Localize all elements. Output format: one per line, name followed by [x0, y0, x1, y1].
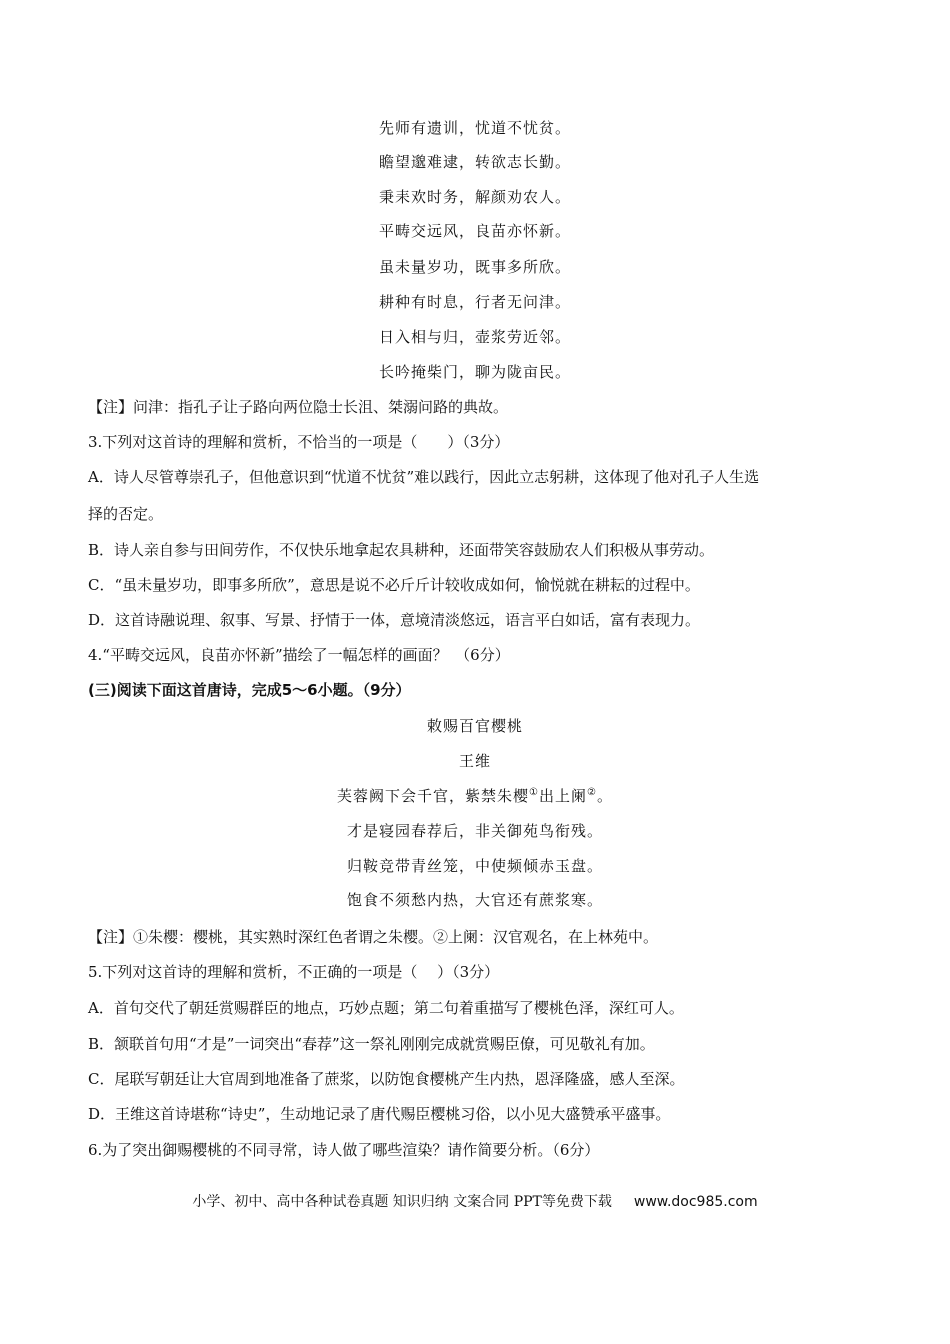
poem1-line-4: 平畴交远风，良苗亦怀新。 — [378, 222, 571, 240]
poem1-note: 【注】问津：指孔子让子路向两位隐士长沮、桀溺问路的典故。 — [88, 398, 509, 416]
footnote-marker-1: ① — [529, 787, 539, 798]
question-3-option-a-cont: 择的否定。 — [88, 505, 164, 523]
poem2-line-1-part-c: 。 — [596, 787, 613, 805]
poem2-line-3: 归鞍竞带青丝笼，中使频倾赤玉盘。 — [346, 857, 603, 875]
poem1-line-6: 耕种有时息，行者无问津。 — [378, 293, 571, 311]
poem2-title: 敕赐百官樱桃 — [426, 717, 523, 735]
question-5-option-d: D．王维这首诗堪称“诗史”，生动地记录了唐代赐臣樱桃习俗，以小见大盛赞承平盛事。 — [88, 1105, 671, 1123]
poem2-author: 王维 — [458, 752, 491, 770]
poem1-line-7: 日入相与归，壶浆劳近邻。 — [378, 328, 571, 346]
question-4-stem: 4.“平畴交远风，良苗亦怀新”描绘了一幅怎样的画面？ （6分） — [88, 646, 510, 664]
question-3-option-c: C．“虽未量岁功，即事多所欣”，意思是说不必斤斤计较收成如何，愉悦就在耕耘的过程中。 — [88, 576, 700, 594]
question-5-option-b: B．颔联首句用“才是”一词突出“春荐”这一祭礼刚刚完成就赏赐臣僚，可见敬礼有加。 — [88, 1035, 655, 1053]
poem2-line-1-part-a: 芙蓉阙下会千官，紫禁朱樱 — [337, 787, 530, 805]
poem1-line-8: 长吟掩柴门，聊为陇亩民。 — [378, 363, 571, 381]
question-5-option-c: C．尾联写朝廷让大官周到地准备了蔗浆，以防饱食樱桃产生内热，恩泽隆盛，感人至深。 — [88, 1070, 685, 1088]
poem1-line-2: 瞻望邈难逮，转欲志长勤。 — [378, 153, 571, 171]
question-3-option-a: A．诗人尽管尊崇孔子，但他意识到“忧道不忧贫”难以践行，因此立志躬耕，这体现了他对孔子人生选 — [88, 468, 760, 486]
question-5-option-a: A．首句交代了朝廷赏赐群臣的地点，巧妙点题；第二句着重描写了樱桃色泽，深红可人。 — [88, 999, 684, 1017]
poem1-line-3: 秉耒欢时务，解颜劝农人。 — [378, 188, 571, 206]
footer-url-link[interactable]: www.doc985.com — [633, 1194, 758, 1210]
question-5-stem: 5.下列对这首诗的理解和赏析，不正确的一项是（ ）（3分） — [88, 963, 500, 981]
page-footer — [0, 1192, 950, 1212]
footnote-marker-2: ② — [587, 787, 597, 798]
poem1-line-1: 先师有遗训，忧道不忧贫。 — [378, 119, 571, 137]
footer-text: 小学、初中、高中各种试卷真题 知识归纳 文案合同 PPT等免费下载 — [192, 1194, 612, 1210]
poem2-line-1 — [0, 786, 950, 806]
section-3-heading: (三)阅读下面这首唐诗，完成5～6小题。（9分） — [88, 681, 411, 699]
poem2-line-1-part-b: 出上阑 — [538, 787, 587, 805]
question-3-option-d: D．这首诗融说理、叙事、写景、抒情于一体，意境清淡悠远，语言平白如话，富有表现力。 — [88, 611, 701, 629]
question-6-stem: 6.为了突出御赐樱桃的不同寻常，诗人做了哪些渲染？请作简要分析。（6分） — [88, 1141, 600, 1159]
poem2-note: 【注】①朱樱：樱桃，其实熟时深红色者谓之朱樱。②上阑：汉官观名，在上林苑中。 — [88, 928, 659, 946]
question-3-option-b: B．诗人亲自参与田间劳作，不仅快乐地拿起农具耕种，还面带笑容鼓励农人们积极从事劳动。 — [88, 541, 715, 559]
poem2-line-2: 才是寝园春荐后，非关御苑鸟衔残。 — [346, 822, 603, 840]
poem1-line-5: 虽未量岁功，既事多所欣。 — [378, 258, 571, 276]
question-3-stem: 3.下列对这首诗的理解和赏析，不恰当的一项是（ ）（3分） — [88, 433, 510, 451]
poem2-line-4: 饱食不须愁内热，大官还有蔗浆寒。 — [346, 891, 603, 909]
